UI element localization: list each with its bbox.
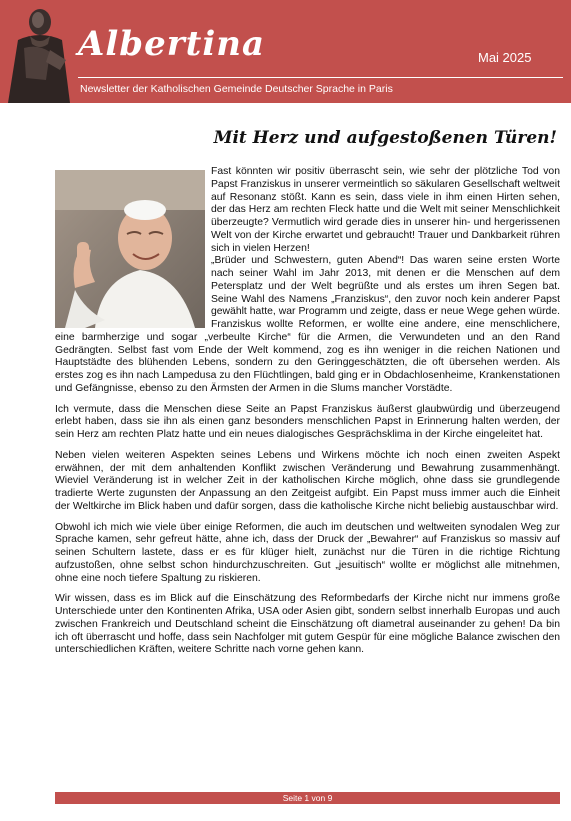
photo-spacer [55,166,211,326]
article-paragraph-2: „Brüder und Schwestern, guten Abend“! Das waren seine ersten Worte nach seiner Wahl im Jahr 2013, mit denen er die Menschen auf dem Petersplatz und der Welt begrüßte und als erstes um ihren Segen bat. Seine Wahl des Namens „Franziskus“, den zuvor noch kein anderer Papst gewählt hatte, war Programm und zeigte, dass er neue Wege gehen würde. Franziskus wollte Reformen, er wollte eine andere, eine menschlichere, eine barmherzige und sogar „verbeulte Kirche“ für die Armen, die Verwundeten und an den Rand Gedrängten. Selbst fast vom Ende der Welt kommend, zog es ihn weniger in die reichen Nationen und Hauptstädte des blühenden Lebens, sondern zu den Geringgeschätzten, die oft übersehen werden. Als erstes zog es ihn nach Lampedusa zu den Flüchtlingen, bald ging er in Obdachlosenheime, Krankenstationen und Gefängnisse, ebenso zu den Ärmsten der Armen in die Slums mancher Vorstädte. [55,255,560,394]
page-footer [55,792,560,804]
newsletter-subtitle: Newsletter der Katholischen Gemeinde Deutscher Sprache in Paris [80,83,393,95]
article-paragraph-1: Fast könnten wir positiv überrascht sein, wie sehr der plötzliche Tod von Papst Franziskus in unserer vermeintlich so säkularen Gesellschaft weltweit auf Resonanz stößt. Kann es sein, dass viele in ihm einen Hirten sehen, der das Herz am rechten Fleck hatte und die Welt mit seiner Menschlichkeit überzeugte? Vermutlich wird gerade dies in unserer hin- und hergerissenen Welt von der Kirche erwartet und gebraucht! Trauer und Dankbarkeit rühren sich in vielen Herzen! [211,166,560,254]
article-paragraph-4: Neben vielen weiteren Aspekten seines Lebens und Wirkens möchte ich noch einen zweiten Aspekt erwähnen, der mit dem anhaltenden Konflikt zwischen Veränderung und Bewahrung zusammenhängt. Wieviel Veränderung ist in welcher Zeit in der katholischen Kirche möglich, ohne dass sie grundlegende tradierte Werte zugunsten der Anpassung an den Zeitgeist aufgibt. Ein Papst muss immer auch die Einheit der Weltkirche im Blick haben und dafür sorgen, dass die katholische Kirche nicht beliebig austauschbar wird. [55,449,560,512]
article-paragraph-5: Obwohl ich mich wie viele über einige Reformen, die auch im deutschen und weltweiten synodalen Weg zur Sprache kamen, sehr gefreut hätte, ahne ich, dass der Druck der „Bewahrer“ auf Franziskus so massiv auf seinen Schultern lastete, dass er es für klüger hielt, zunächst nur die Türen in die richtige Richtung aufzustoßen, ohne selbst schon hindurchzuschreiten. Gut „jesuitisch“ wollte er möglichst alle mitnehmen, ohne eine noch tiefere Spaltung zu riskieren. [55,521,560,584]
article-headline: Mit Herz und aufgestoßenen Türen! [213,128,557,148]
page-number: Seite 1 von 9 [282,793,333,803]
newsletter-header [0,0,571,103]
article-paragraph-6: Wir wissen, dass es im Blick auf die Einschätzung des Reformbedarfs der Kirche nicht nur immens große Unterschiede unter den Kontinenten Afrika, USA oder Asien gibt, sondern selbst innerhalb Europas und auch zwischen Frankreich und Deutschland scheint die Einschätzung oft diametral auseinander zu gehen! Da bin ich oft überrascht und hoffe, dass sein Nachfolger mit gutem Gespür für eine mögliche Balance zwischen den unterschiedlichen Kräften, weitere Schritte nach vorne gehen kann. [55,593,560,656]
statue-logo-icon [0,0,76,103]
issue-date: Mai 2025 [478,50,532,65]
article-body [55,166,560,665]
header-divider [78,77,563,78]
article-paragraph-3: Ich vermute, dass die Menschen diese Seite an Papst Franziskus äußerst glaubwürdig und überzeugend erlebt haben, dass sie ihn als einen ganz besonders menschlichen Papst in Erinnerung halten werden, der sein Herz am rechten Platz hatte und ein neues dialogisches Gesprächsklima in der Kirche eingeleitet hat. [55,403,560,440]
newsletter-title: Albertina [78,24,265,64]
